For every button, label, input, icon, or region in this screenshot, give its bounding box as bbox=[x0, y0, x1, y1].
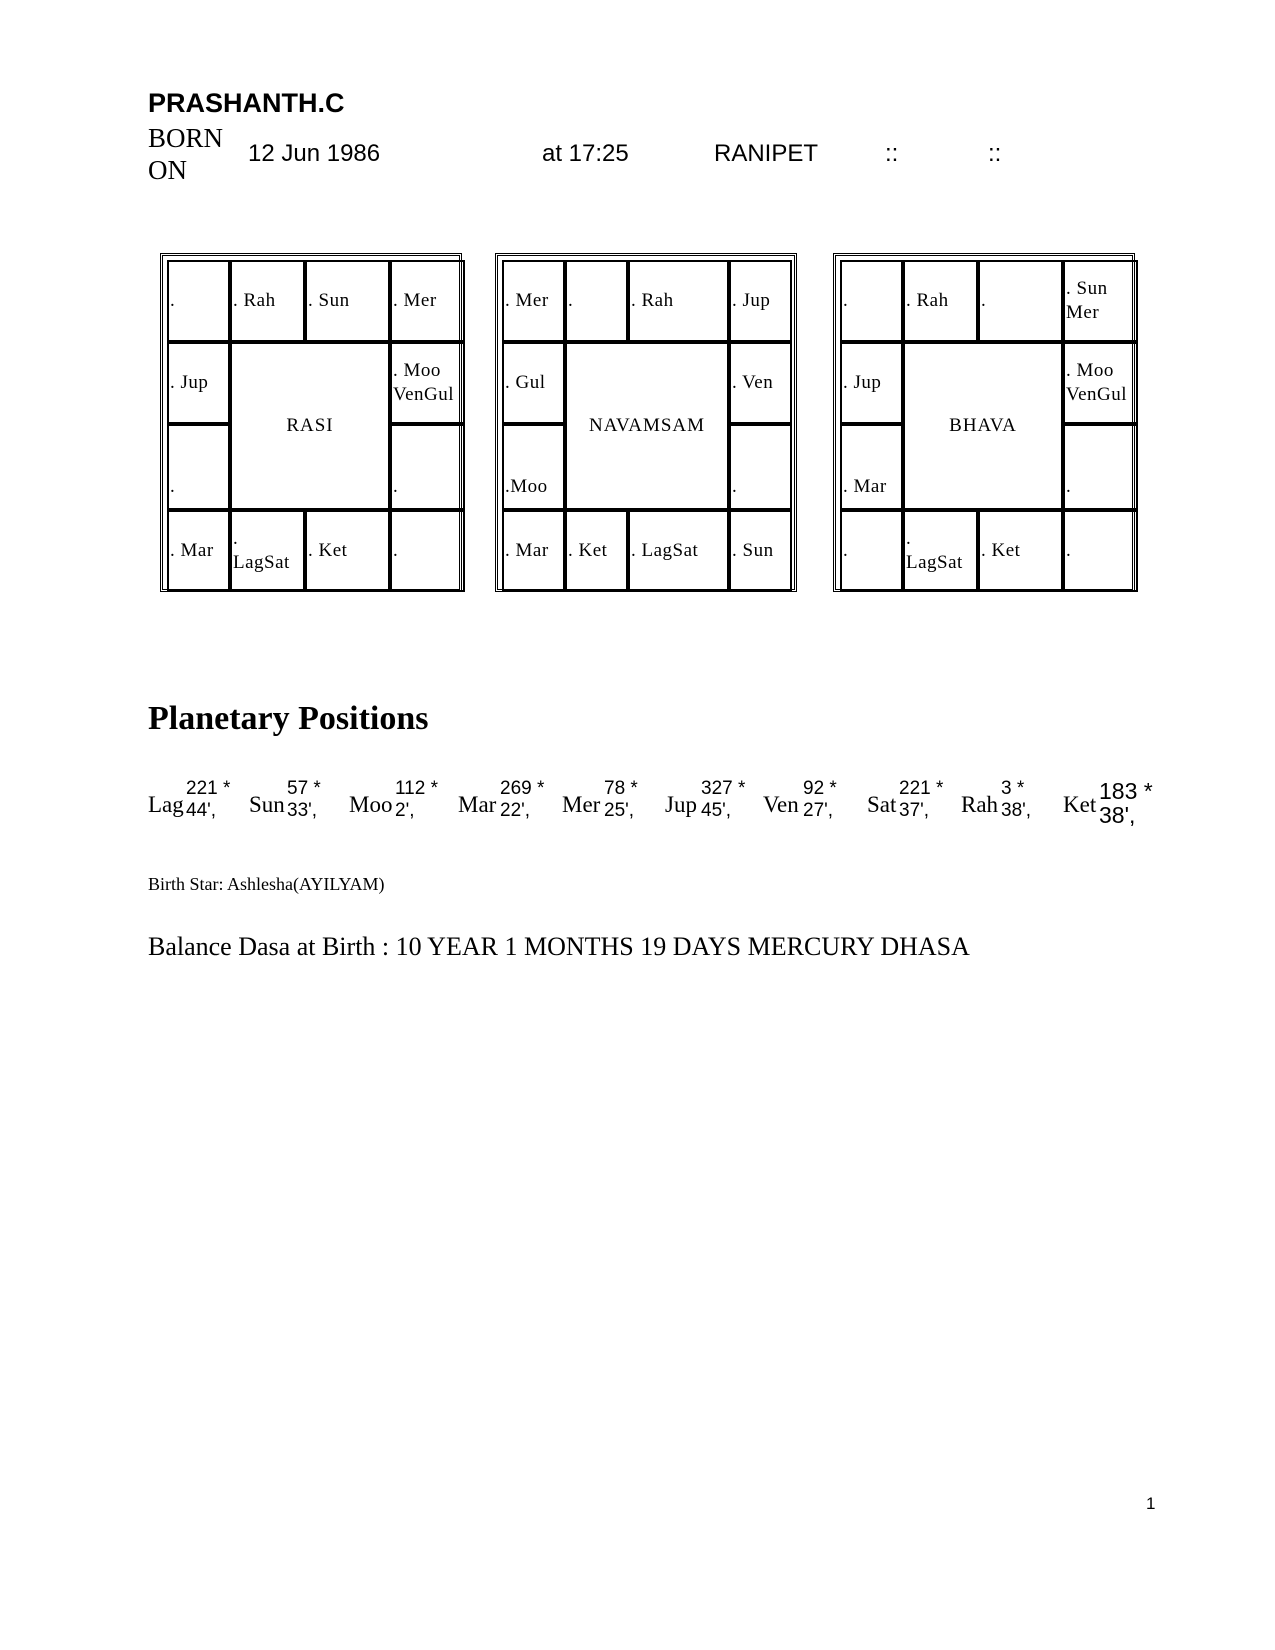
navamsam-cell: . Ven bbox=[729, 342, 792, 424]
page-number: 1 bbox=[1146, 1494, 1156, 1513]
bhava-cell: . bbox=[1063, 424, 1138, 510]
planet-name: Moo bbox=[349, 792, 393, 817]
navamsam-cell: . Ket bbox=[565, 510, 628, 592]
separator-2: :: bbox=[988, 140, 1002, 167]
planet-minute: 33', bbox=[287, 800, 318, 821]
planet-name: Ven bbox=[763, 792, 799, 817]
planet-degree: 221 * bbox=[899, 778, 944, 799]
planet-name: Lag bbox=[148, 792, 184, 817]
planet-name: Rah bbox=[961, 792, 999, 817]
navamsam-cell: . Mar bbox=[502, 510, 565, 592]
rasi-cell: . bbox=[390, 510, 465, 592]
rasi-cell: . Ket bbox=[305, 510, 390, 592]
navamsam-cell: . Sun bbox=[729, 510, 792, 592]
planet-name: Jup bbox=[665, 792, 697, 817]
planet-degree: 3 * bbox=[1001, 778, 1025, 799]
rasi-cell: . Sun bbox=[305, 260, 390, 342]
bhava-cell: . Ket bbox=[978, 510, 1063, 592]
bhava-cell: . Rah bbox=[903, 260, 978, 342]
bhava-chart bbox=[833, 253, 1135, 592]
bhava-cell: . bbox=[840, 510, 903, 592]
planet-minute: 38', bbox=[1001, 800, 1032, 821]
planet-degree: 183 * bbox=[1099, 778, 1153, 804]
planet-degree: 221 * bbox=[186, 778, 231, 799]
bhava-cell: . Moo VenGul bbox=[1063, 342, 1138, 424]
planet-degree: 269 * bbox=[500, 778, 545, 799]
planet-name: Sat bbox=[867, 792, 897, 817]
planet-name: Sun bbox=[249, 792, 285, 817]
rasi-chart bbox=[160, 253, 462, 592]
navamsam-chart bbox=[495, 253, 797, 592]
rasi-cell: . Jup bbox=[167, 342, 230, 424]
planet-minute: 22', bbox=[500, 800, 531, 821]
planet-degree: 78 * bbox=[604, 778, 638, 799]
navamsam-cell: . bbox=[565, 260, 628, 342]
planetary-positions-heading: Planetary Positions bbox=[148, 700, 429, 737]
bhava-cell: . bbox=[840, 260, 903, 342]
navamsam-cell: . Gul bbox=[502, 342, 565, 424]
navamsam-cell: . Mer bbox=[502, 260, 565, 342]
planet-degree: 327 * bbox=[701, 778, 746, 799]
rasi-cell: . Mer bbox=[390, 260, 465, 342]
navamsam-cell: . Jup bbox=[729, 260, 792, 342]
born-on-label: BORN ON bbox=[148, 123, 224, 185]
planet-minute: 45', bbox=[701, 800, 732, 821]
rasi-cell: . bbox=[167, 424, 230, 510]
birth-place: RANIPET bbox=[714, 140, 819, 167]
planet-degree: 112 * bbox=[395, 778, 438, 799]
bhava-cell: . bbox=[1063, 510, 1138, 592]
planet-minute: 44', bbox=[186, 800, 217, 821]
planet-minute: 27', bbox=[803, 800, 834, 821]
planet-degree: 57 * bbox=[287, 778, 321, 799]
navamsam-cell: . LagSat bbox=[628, 510, 729, 592]
navamsam-cell: . Rah bbox=[628, 260, 729, 342]
separator-1: :: bbox=[885, 140, 899, 167]
planet-name: Mar bbox=[458, 792, 497, 817]
rasi-cell: . Mar bbox=[167, 510, 230, 592]
bhava-cell: . Sun Mer bbox=[1063, 260, 1138, 342]
bhava-cell: . Jup bbox=[840, 342, 903, 424]
planet-degree: 92 * bbox=[803, 778, 837, 799]
bhava-title: BHAVA bbox=[903, 342, 1063, 510]
planet-name: Ket bbox=[1063, 792, 1097, 817]
navamsam-title: NAVAMSAM bbox=[565, 342, 729, 510]
balance-dasa: Balance Dasa at Birth : 10 YEAR 1 MONTHS 19 DAYS MERCURY DHASA bbox=[148, 932, 970, 961]
rasi-cell: . LagSat bbox=[230, 510, 305, 592]
navamsam-cell: .Moo bbox=[502, 424, 565, 510]
rasi-cell: . bbox=[390, 424, 465, 510]
birth-star: Birth Star: Ashlesha(AYILYAM) bbox=[148, 874, 385, 894]
rasi-title: RASI bbox=[230, 342, 390, 510]
birth-time: at 17:25 bbox=[542, 140, 629, 167]
bhava-cell: . bbox=[978, 260, 1063, 342]
planet-minute: 37', bbox=[899, 800, 930, 821]
navamsam-cell: . bbox=[729, 424, 792, 510]
birth-date: 12 Jun 1986 bbox=[248, 140, 381, 167]
bhava-cell: . LagSat bbox=[903, 510, 978, 592]
rasi-cell: . Rah bbox=[230, 260, 305, 342]
planet-minute: 25', bbox=[604, 800, 635, 821]
planet-minute: 38', bbox=[1099, 802, 1136, 828]
person-name: PRASHANTH.C bbox=[148, 88, 345, 118]
rasi-cell: . bbox=[167, 260, 230, 342]
rasi-cell: . Moo VenGul bbox=[390, 342, 465, 424]
planet-name: Mer bbox=[562, 792, 601, 817]
planet-minute: 2', bbox=[395, 800, 415, 821]
bhava-cell: . Mar bbox=[840, 424, 903, 510]
